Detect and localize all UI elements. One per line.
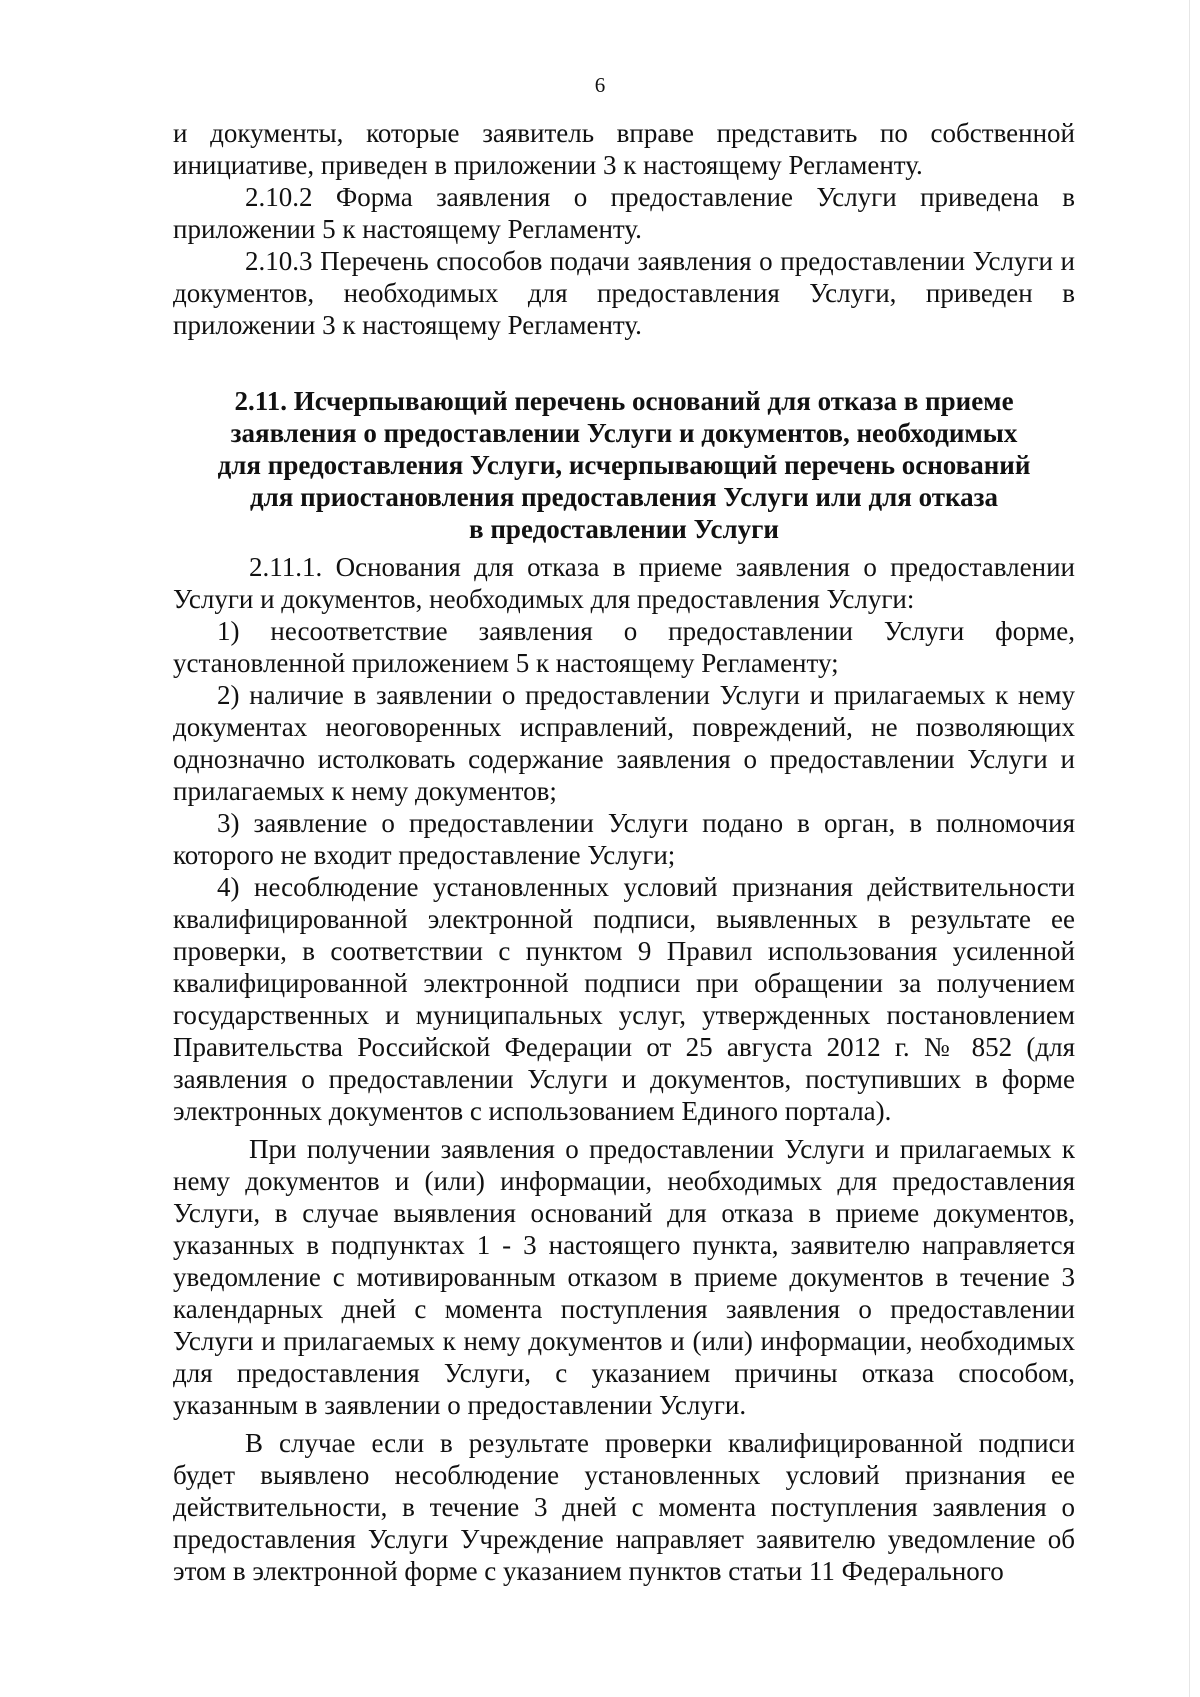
list-item-4: 4) несоблюдение установленных условий признания действительности квалифицированной электронной подписи, выявленных в результате ее проверки, в соответствии с пунктом 9 Правил использования усиленной квалифицированной электронной подписи при обращении за получением государственных и муниципальных услуг, утвержденных постановлением Правительства Российской Федерации от 25 августа 2012 г. № 852 (для заявления о предоставлении Услуги и документов, поступивших в форме электронных документов с использованием Единого портала). [173,872,1075,1126]
paragraph-2-10-3: 2.10.3 Перечень способов подачи заявления о предоставлении Услуги и документов, необходимых для предоставления Услуги, приведен в приложении 3 к настоящему Регламенту. [173,246,1075,340]
paragraph-refusal-notice: При получении заявления о предоставлении Услуги и прилагаемых к нему документов и (или) информации, необходимых для предоставления Услуги, в случае выявления оснований для отказа в приеме документов, указанных в подпунктах 1 - 3 настоящего пункта, заявителю направляется уведомление с мотивированным отказом в приеме документов в течение 3 календарных дней с момента поступления заявления о предоставлении Услуги и прилагаемых к нему документов и (или) информации, необходимых для предоставления Услуги, с указанием причины отказа способом, указанным в заявлении о предоставлении Услуги. [173,1134,1075,1420]
heading-line: для приостановления предоставления Услуги или для отказа [249,482,999,512]
paragraph-2-11-1: 2.11.1. Основания для отказа в приеме заявления о предоставлении Услуги и документов, необходимых для предоставления Услуги: [173,552,1075,614]
page-number: 6 [594,73,606,97]
page-edge-line [1189,0,1190,1697]
document-body [173,117,1075,1587]
section-heading-2-11 [173,385,1075,545]
heading-line: заявления о предоставлении Услуги и документов, необходимых [230,418,1018,448]
paragraph-signature-check: В случае если в результате проверки квалифицированной подписи будет выявлено несоблюдение установленных условий признания ее действительности, в течение 3 дней с момента поступления заявления о предоставления Услуги Учреждение направляет заявителю уведомление об этом в электронной форме с указанием пунктов статьи 11 Федерального [173,1428,1075,1586]
paragraph-2-10-2: 2.10.2 Форма заявления о предоставление Услуги приведена в приложении 5 к настоящему Регламенту. [173,182,1075,244]
list-item-1: 1) несоответствие заявления о предоставлении Услуги форме, установленной приложением 5 к настоящему Регламенту; [173,616,1075,678]
heading-line: в предоставлении Услуги [469,514,779,544]
list-item-2: 2) наличие в заявлении о предоставлении Услуги и прилагаемых к нему документах неоговоренных исправлений, повреждений, не позволяющих однозначно истолковать содержание заявления о предоставлении Услуги и прилагаемых к нему документов; [173,680,1075,806]
heading-line: для предоставления Услуги, исчерпывающий перечень оснований [217,450,1031,480]
paragraph-continuation: и документы, которые заявитель вправе представить по собственной инициативе, приведен в приложении 3 к настоящему Регламенту. [173,118,1075,180]
list-item-3: 3) заявление о предоставлении Услуги подано в орган, в полномочия которого не входит предоставление Услуги; [173,808,1075,870]
heading-line: 2.11. Исчерпывающий перечень оснований для отказа в приеме [234,386,1014,416]
